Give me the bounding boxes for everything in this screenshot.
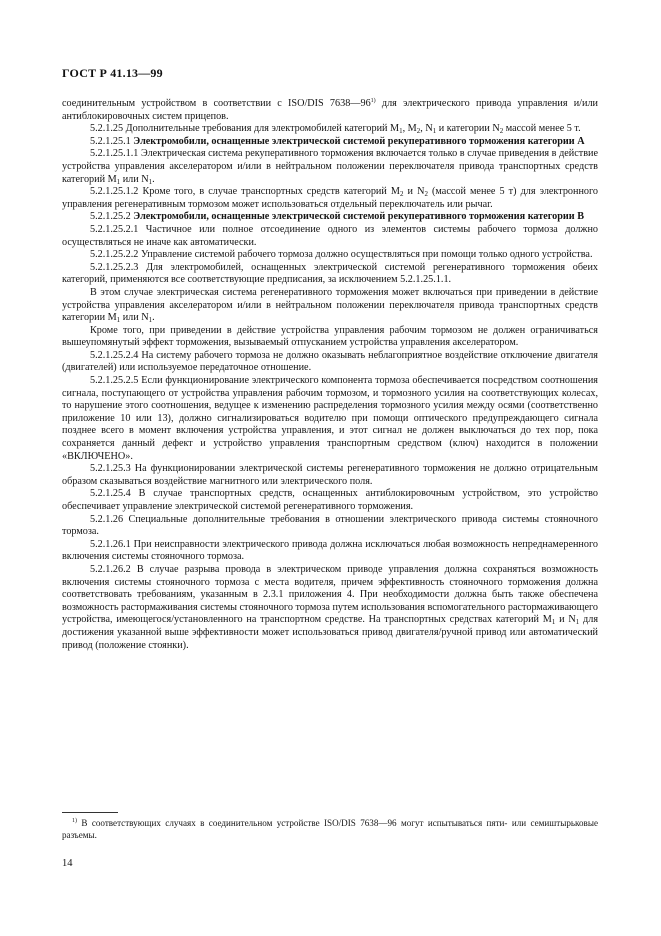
paragraph-continuation: соединительным устройством в соответствии с ISO/DIS 7638—96$^{1)}$ для электрического привода управления и/или антиблокировочных систем прицепов. [62, 98, 598, 122]
document-body [62, 98, 598, 652]
paragraph-5-2-1-25-1: 5.2.1.25.1 Электромобили, оснащенные электрической системой рекуперативного торможения категории A [90, 135, 585, 147]
paragraph-5-2-1-26-1: 5.2.1.26.1 При неисправности электрического привода должна исключаться любая возможность непреднамеренного включения системы стояночного тормоза. [62, 538, 598, 563]
paragraph-5-2-1-25: 5.2.1.25 Дополнительные требования для электромобилей категорий $M_1$, $M_2$, $N_1$ и категории $N_2$ массой менее 5 т. [90, 123, 581, 136]
paragraph-5-2-1-25-2-5: 5.2.1.25.2.5 Если функционирование электрического компонента тормоза обеспечивается посредством соотношения сигнала, поступающего от устройства управления рабочим тормозом, и тормозного усилия на соответствующих колесах, то нарушение этого соотношения, ведущее к изменению распределения тормозного усилия между осями (соответственно приложение 10 или 13), должно сигнализироваться водителю при помощи оптического предупреждающего сигнала позднее всего в момент включения устройства управления, и этот сигнал не должен выключаться до тех пор, пока сохраняется данный дефект и устройство управления транспортным средством (ключ) находится в положении «ВКЛЮЧЕНО». [62, 375, 598, 462]
paragraph-5-2-1-25-2-2: 5.2.1.25.2.2 Управление системой рабочего тормоза должно осуществляться при помощи только одного устройства. [90, 249, 593, 261]
footnote-ref: 1) [370, 98, 376, 104]
paragraph-furthermore: Кроме того, при приведении в действие устройства управления рабочим тормозом не должен ограничиваться вышеупомянутый эффект торможения, вызываемый отпусканием устройства управления акселератором. [62, 324, 598, 349]
paragraph-5-2-1-25-4: 5.2.1.25.4 В случае транспортных средств, оснащенных антиблокировочным устройством, это устройство обеспечивает управление электрической системой регенеративного торможения. [62, 488, 598, 512]
footnote-divider [62, 812, 118, 813]
paragraph-5-2-1-25-3: 5.2.1.25.3 На функционировании электрической системы регенеративного торможения не должно отрицательным образом сказываться воздействие магнитного или электрического поля. [62, 463, 598, 487]
paragraph-5-2-1-25-1-1: 5.2.1.25.1.1 Электрическая система рекуперативного торможения включается только в случае приведения в действие устройства управления акселератором и/или в нейтральном положении переключателя привода транспортных средств категорий $M_1$ или $N_1$. [62, 148, 598, 186]
paragraph-in-this-case: В этом случае электрическая система регенеративного торможения может включаться при приведении в действие устройства управления акселератором и/или в нейтральном положении переключателя привода транспортных средств категории $M_1$ или $N_1$. [62, 286, 598, 325]
page-number: 14 [62, 858, 73, 869]
paragraph-5-2-1-25-2-4: 5.2.1.25.2.4 На систему рабочего тормоза не должно оказывать неблагоприятное воздействие отключение двигателя (двигателей) или используемое передаточное отношение. [62, 349, 598, 374]
paragraph-5-2-1-25-2-1: 5.2.1.25.2.1 Частичное или полное отсоединение одного из элементов системы рабочего тормоза должно осуществляться не иначе как автоматически. [62, 223, 598, 248]
footnote: $^{1)}$ В соответствующих случаях в соединительном устройстве ISO/DIS 7638—96 могут испытываться пяти- или семиштырьковые разъемы. [62, 818, 598, 840]
paragraph-5-2-1-25-2-3: 5.2.1.25.2.3 Для электромобилей, оснащенных электрической системой регенеративного торможения обеих категорий, применяются все соответствующие предписания, за исключением 5.2.1.25.1.1. [62, 261, 598, 286]
paragraph-5-2-1-26-2: 5.2.1.26.2 В случае разрыва провода в электрическом приводе управления должна сохраняться возможность включения системы стояночного тормоза с места водителя, причем эффективность стояночного торможения должна соответствовать требованиям, указанным в 2.3.1 приложения 4. При необходимости должна быть также обеспечена возможность растормаживания системы стояночного тормоза путем использования вспомогательного растормаживающего устройства, имеющегося/установленного на транспортном средстве. На транспортных средствах категорий $M_1$ и $N_1$ для достижения указанной выше эффективности может использоваться привод двигателя/ручной привод или автоматический привод (положение стоянки). [62, 563, 599, 651]
page-header: ГОСТ Р 41.13—99 [62, 66, 163, 80]
footnote-mark: 1) [72, 818, 77, 824]
paragraph-5-2-1-26: 5.2.1.26 Специальные дополнительные требования в отношении электрического привода системы стояночного тормоза. [62, 513, 598, 538]
paragraph-5-2-1-25-2: 5.2.1.25.2 Электромобили, оснащенные электрической системой рекуперативного торможения категории B [90, 211, 585, 223]
paragraph-5-2-1-25-1-2: 5.2.1.25.1.2 Кроме того, в случае транспортных средств категорий $M_2$ и $N_2$ (массой менее 5 т) для электронного управления регенеративным тормозом может использоваться отдельный переключатель или рычаг. [62, 186, 599, 210]
